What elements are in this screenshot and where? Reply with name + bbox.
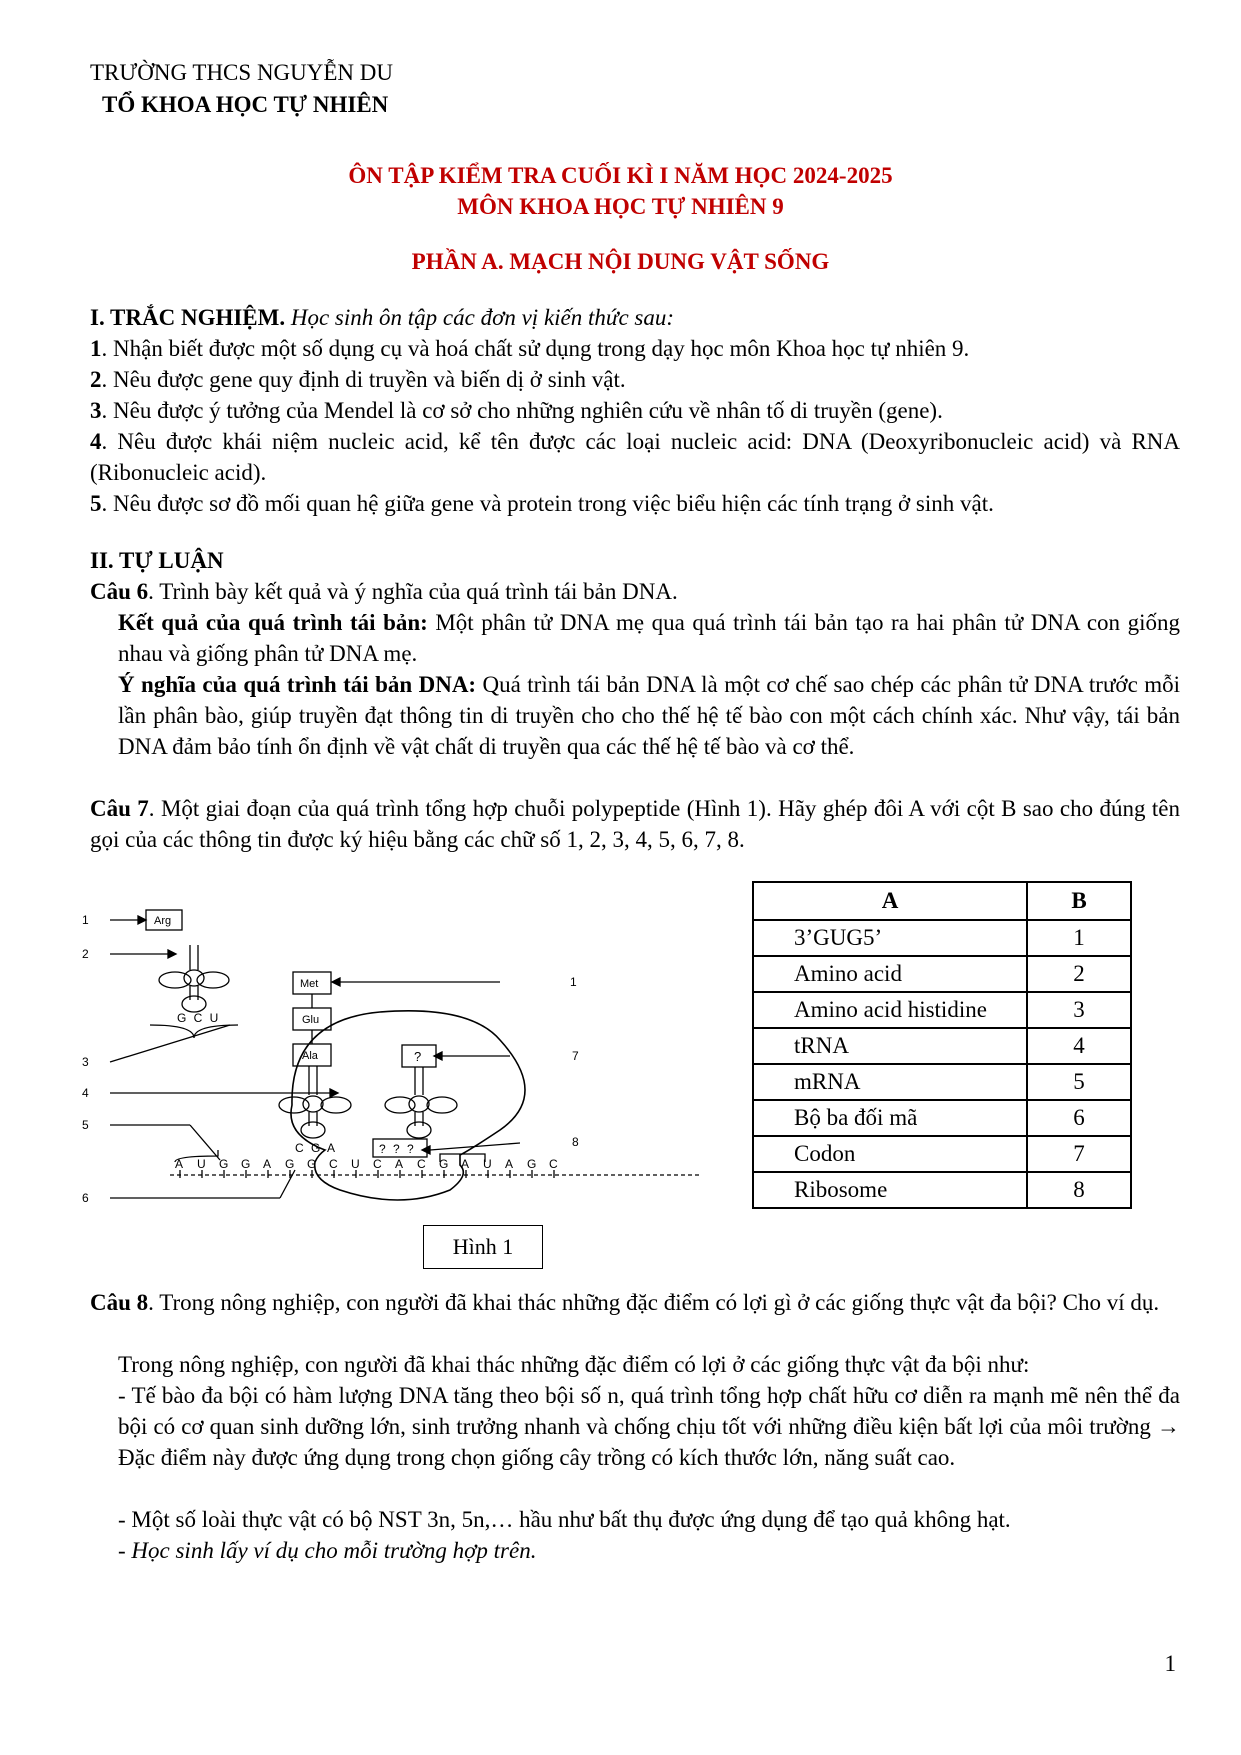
list-item: 3. Nêu được ý tưởng của Mendel là cơ sở cho những nghiên cứu về nhân tố di truyền (gene).: [90, 398, 943, 423]
q8-bullet-1: - Tế bào đa bội có hàm lượng DNA tăng theo bội số n, quá trình tổng hợp chất hữu cơ diễn ra mạnh mẽ nên thể đa bội có cơ quan sinh dưỡng lớn, sinh trưởng nhanh và chống chịu tốt với những điều kiện bất lợi của môi trường → Đặc điểm này được ứng dụng trong chọn giống cây trồng có kích thước lớn, năng suất cao.: [118, 1383, 1180, 1470]
question-7: Câu 7. Một giai đoạn của quá trình tổng hợp chuỗi polypeptide (Hình 1). Hãy ghép đôi A với cột B sao cho đúng tên gọi của các thông tin được ký hiệu bằng các chữ số 1, 2, 3, 4, 5, 6, 7, 8.: [90, 796, 1180, 852]
mrna-base: U: [483, 1157, 492, 1171]
section1-heading: I. TRẮC NGHIỆM.: [90, 305, 286, 330]
anticodon-unknown: ? ? ?: [379, 1142, 416, 1156]
table-row: mRNA 5: [753, 1064, 1131, 1100]
mrna-base: A: [505, 1157, 514, 1171]
question-6: Câu 6. Trình bày kết quả và ý nghĩa của quá trình tái bản DNA.: [90, 579, 678, 604]
page-number: 1: [1164, 1651, 1176, 1676]
mrna-base: G: [307, 1157, 317, 1171]
glu-label: Glu: [302, 1014, 320, 1026]
ala-label: Ala: [302, 1050, 318, 1062]
fig-label-right-1: 1: [570, 975, 577, 989]
matching-table: [752, 881, 1132, 1209]
mrna-base: A: [461, 1157, 470, 1171]
school-name: TRƯỜNG THCS NGUYỄN DU: [90, 60, 394, 85]
table-header-row: [753, 882, 1131, 920]
list-item: 2. Nêu được gene quy định di truyền và biến dị ở sinh vật.: [90, 367, 626, 392]
table-row: Amino acid histidine 3: [753, 992, 1131, 1028]
mrna-base: G: [527, 1157, 537, 1171]
exam-title: ÔN TẬP KIỂM TRA CUỐI KÌ I NĂM HỌC 2024-2025: [348, 163, 893, 188]
fig-label-3: 3: [82, 1055, 89, 1069]
mrna-base: A: [395, 1157, 404, 1171]
table-row: Codon 7: [753, 1136, 1131, 1172]
section2-heading: II. TỰ LUẬN: [90, 548, 224, 573]
translation-figure: [80, 900, 720, 1240]
mrna-base: G: [241, 1157, 251, 1171]
anticodon-gcu: G C U: [177, 1011, 221, 1025]
met-label: Met: [300, 978, 319, 990]
mrna-base: G: [285, 1157, 295, 1171]
column-a-header: A: [753, 882, 1027, 920]
table-row: 3’GUG5’ 1: [753, 920, 1131, 956]
q8-answer-intro: Trong nông nghiệp, con người đã khai thác những đặc điểm có lợi ở các giống thực vật đa bội như:: [118, 1352, 1030, 1377]
mrna-base: C: [373, 1157, 382, 1171]
subject-title: MÔN KHOA HỌC TỰ NHIÊN 9: [457, 194, 784, 219]
list-item: 5. Nêu được sơ đồ mối quan hệ giữa gene và protein trong việc biểu hiện các tính trạng ở sinh vật.: [90, 491, 994, 516]
q8-bullet-3: - Học sinh lấy ví dụ cho mỗi trường hợp trên.: [118, 1538, 537, 1563]
fig-label-right-8: 8: [572, 1135, 579, 1149]
mrna-base: G: [439, 1157, 449, 1171]
list-item: 1. Nhận biết được một số dụng cụ và hoá chất sử dụng trong dạy học môn Khoa học tự nhiên 9.: [90, 336, 970, 361]
table-row: tRNA 4: [753, 1028, 1131, 1064]
list-item: 4. Nêu được khái niệm nucleic acid, kể tên được các loại nucleic acid: DNA (Deoxyribonucleic acid) và RNA (Ribonucleic acid).: [90, 429, 1180, 485]
q6-meaning: Ý nghĩa của quá trình tái bản DNA: Quá trình tái bản DNA là một cơ chế sao chép các phân tử DNA trước mỗi lần phân bào, giúp truyền đạt thông tin di truyền cho cho thế hệ tế bào con một cách chính xác. Như vậy, tái bản DNA đảm bảo tính ổn định về vật chất di truyền qua các thế hệ tế bào và cơ thể.: [118, 672, 1180, 759]
mrna-base: C: [417, 1157, 426, 1171]
question-8: Câu 8. Trong nông nghiệp, con người đã khai thác những đặc điểm có lợi gì ở các giống thực vật đa bội? Cho ví dụ.: [90, 1290, 1160, 1315]
q8-bullet-2: - Một số loài thực vật có bộ NST 3n, 5n,… hầu như bất thụ được ứng dụng để tạo quả không hạt.: [118, 1507, 1011, 1532]
fig-label-4: 4: [82, 1086, 89, 1100]
mrna-base: U: [197, 1157, 206, 1171]
arg-label: Arg: [154, 915, 172, 927]
mrna-base: A: [263, 1157, 272, 1171]
anticodon-cga: C G A: [295, 1141, 338, 1155]
mrna-base: G: [219, 1157, 229, 1171]
unknown-amino-label: ?: [414, 1049, 422, 1064]
fig-label-2: 2: [82, 947, 89, 961]
figure-caption: Hình 1: [423, 1225, 543, 1269]
section1-intro: Học sinh ôn tập các đơn vị kiến thức sau:: [290, 305, 675, 330]
department-name: TỔ KHOA HỌC TỰ NHIÊN: [102, 92, 389, 117]
fig-label-right-7: 7: [572, 1049, 579, 1063]
table-row: Bộ ba đối mã 6: [753, 1100, 1131, 1136]
mrna-base: A: [175, 1157, 184, 1171]
mrna-base: U: [351, 1157, 360, 1171]
fig-label-1: 1: [82, 913, 89, 927]
section1-heading-line: [90, 302, 1180, 333]
column-b-header: B: [1027, 882, 1131, 920]
table-row: Amino acid 2: [753, 956, 1131, 992]
fig-label-6: 6: [82, 1191, 89, 1205]
fig-label-5: 5: [82, 1118, 89, 1132]
q6-result: Kết quả của quá trình tái bản: Một phân tử DNA mẹ qua quá trình tái bản tạo ra hai phân tử DNA con giống nhau và giống phân tử DNA mẹ.: [118, 610, 1180, 666]
mrna-base: C: [549, 1157, 558, 1171]
table-row: Ribosome 8: [753, 1172, 1131, 1208]
mrna-base: C: [329, 1157, 338, 1171]
part-title: PHẦN A. MẠCH NỘI DUNG VẬT SỐNG: [411, 249, 830, 274]
